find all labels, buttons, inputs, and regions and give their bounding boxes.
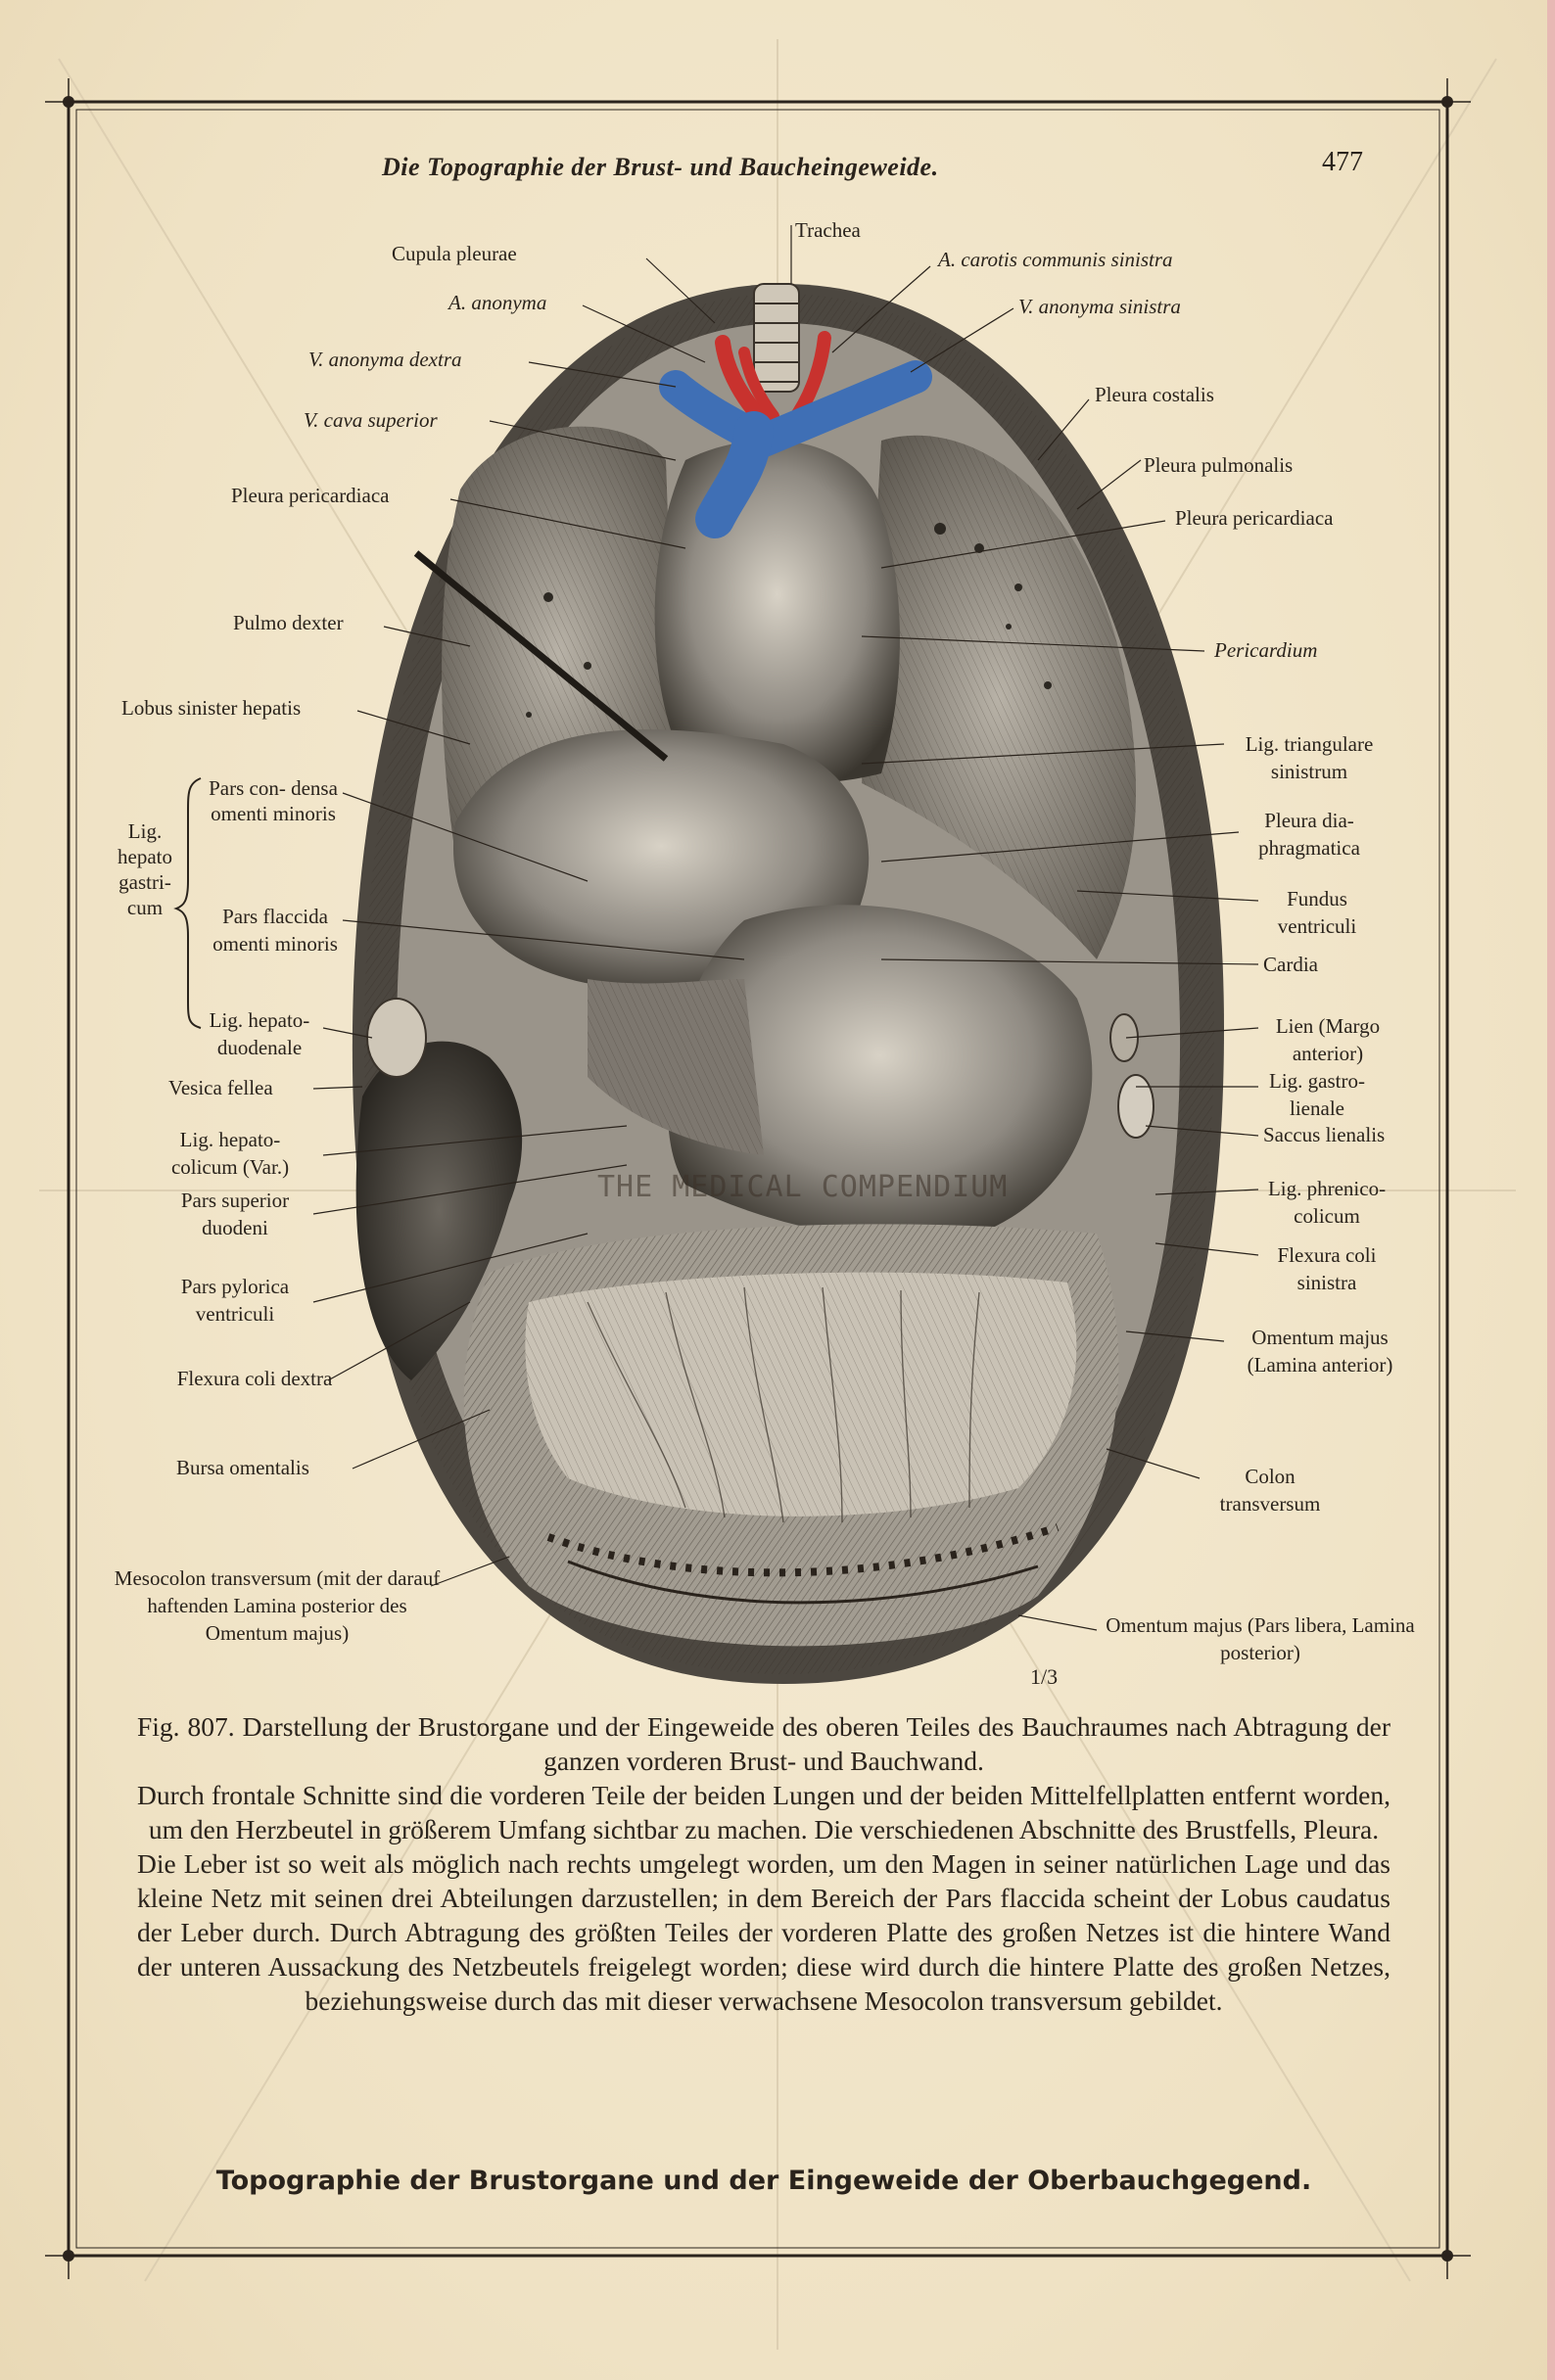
- label-lig-gastrolienale: Lig. gastro- lienale: [1269, 1069, 1365, 1120]
- label-a-carotis: A. carotis communis sinistra: [938, 248, 1173, 271]
- label-colon-transversum: Colon transversum: [1219, 1465, 1321, 1516]
- caption-paragraph-3: Die Leber ist so weit als möglich nach rechts umgelegt worden, um den Magen in seiner natürlichen Lage und das kleine Netz mit seinen drei Abteilungen darzustellen; in dem Bereich der Pars flaccida scheint der Lobus caudatus der Leber durch. Durch Abtragung des größten Teiles der vorderen Platte des großen Netzes ist die hintere Wand der unteren Aussackung des Netzbeutels freigelegt worden; diese wird durch die hintere Platte des großen Netzes, beziehungsweise durch das mit dieser verwachsene Mesocolon transversum gebildet.: [137, 1848, 1390, 2016]
- caption-paragraph-1: Fig. 807. Darstellung der Brustorgane und der Eingeweide des oberen Teiles des Bauchraumes nach Abtragung der ganzen vorderen Brust- und Bauchwand.: [137, 1711, 1390, 1776]
- label-pleura-pulmonalis: Pleura pulmonalis: [1144, 453, 1294, 477]
- label-v-anonyma-dextra: V. anonyma dextra: [308, 348, 462, 371]
- label-pars-condensa: Pars con- densa omenti minoris: [209, 776, 338, 825]
- label-vesica-fellea: Vesica fellea: [168, 1076, 273, 1099]
- label-pars-superior-duodeni: Pars superior duodeni: [180, 1189, 290, 1239]
- label-mesocolon: Mesocolon transversum (mit der darauf haftenden Lamina posterior des Omentum majus): [114, 1566, 441, 1645]
- label-pulmo-dexter: Pulmo dexter: [233, 611, 344, 634]
- label-saccus-lienalis: Saccus lienalis: [1263, 1123, 1386, 1146]
- label-pericardium: Pericardium: [1214, 638, 1318, 662]
- page-number: 477: [1322, 147, 1363, 177]
- label-lig-hepatoduodenale: Lig. hepato- duodenale: [209, 1008, 310, 1059]
- label-pleura-costalis: Pleura costalis: [1095, 383, 1214, 406]
- label-lig-triangulare: Lig. triangulare sinistrum: [1245, 732, 1374, 783]
- label-pleura-pericardiaca-left: Pleura pericardiaca: [231, 484, 390, 507]
- caption-paragraph-2: Durch frontale Schnitte sind die vorderen Teile der beiden Lungen und der beiden Mittelfellplatten entfernt worden, um den Herzbeutel in größerem Umfang sichtbar zu machen. Die verschiedenen Abschnitte des Brustfells, Pleura.: [137, 1780, 1390, 1844]
- label-lig-phrenicocolicum: Lig. phrenico- colicum: [1267, 1177, 1387, 1228]
- label-lobus-sinister-hepatis: Lobus sinister hepatis: [121, 696, 302, 720]
- label-omentum-majus-anterior: Omentum majus (Lamina anterior): [1247, 1326, 1393, 1377]
- label-lien: Lien (Margo anterior): [1275, 1014, 1381, 1065]
- label-v-anonyma-sinistra: V. anonyma sinistra: [1018, 295, 1181, 318]
- scale-indicator: 1/3: [1030, 1664, 1059, 1689]
- label-flexura-coli-dextra: Flexura coli dextra: [176, 1367, 333, 1390]
- label-pleura-pericardiaca-right: Pleura pericardiaca: [1175, 506, 1334, 530]
- label-bursa-omentalis: Bursa omentalis: [176, 1456, 309, 1479]
- label-cardia: Cardia: [1263, 953, 1318, 976]
- label-pleura-diaphragmatica: Pleura dia- phragmatica: [1258, 809, 1360, 860]
- label-fundus-ventriculi: Fundus ventriculi: [1277, 887, 1357, 938]
- label-v-cava-superior: V. cava superior: [304, 408, 438, 432]
- label-pars-flaccida: Pars flaccida omenti minoris: [212, 905, 338, 956]
- watermark: THE MEDICAL COMPENDIUM: [597, 1170, 1009, 1204]
- label-lig-hepatogastricum: Lig. hepato gastri- cum: [118, 819, 172, 919]
- label-omentum-majus-posterior: Omentum majus (Pars libera, Lamina posterior): [1106, 1613, 1415, 1664]
- label-lig-hepatocolicum: Lig. hepato- colicum (Var.): [170, 1128, 290, 1179]
- label-trachea: Trachea: [795, 218, 861, 242]
- label-pars-pylorica: Pars pylorica ventriculi: [180, 1275, 290, 1326]
- running-head-title: Die Topographie der Brust- und Baucheingeweide.: [382, 153, 939, 181]
- figure-caption: [137, 1709, 1390, 2018]
- plate-subtitle: Topographie der Brustorgane und der Eingeweide der Oberbauchgegend.: [215, 2166, 1312, 2196]
- label-cupula-pleurae: Cupula pleurae: [392, 242, 517, 265]
- label-flexura-coli-sinistra: Flexura coli sinistra: [1277, 1243, 1377, 1294]
- label-a-anonyma: A. anonyma: [448, 291, 547, 314]
